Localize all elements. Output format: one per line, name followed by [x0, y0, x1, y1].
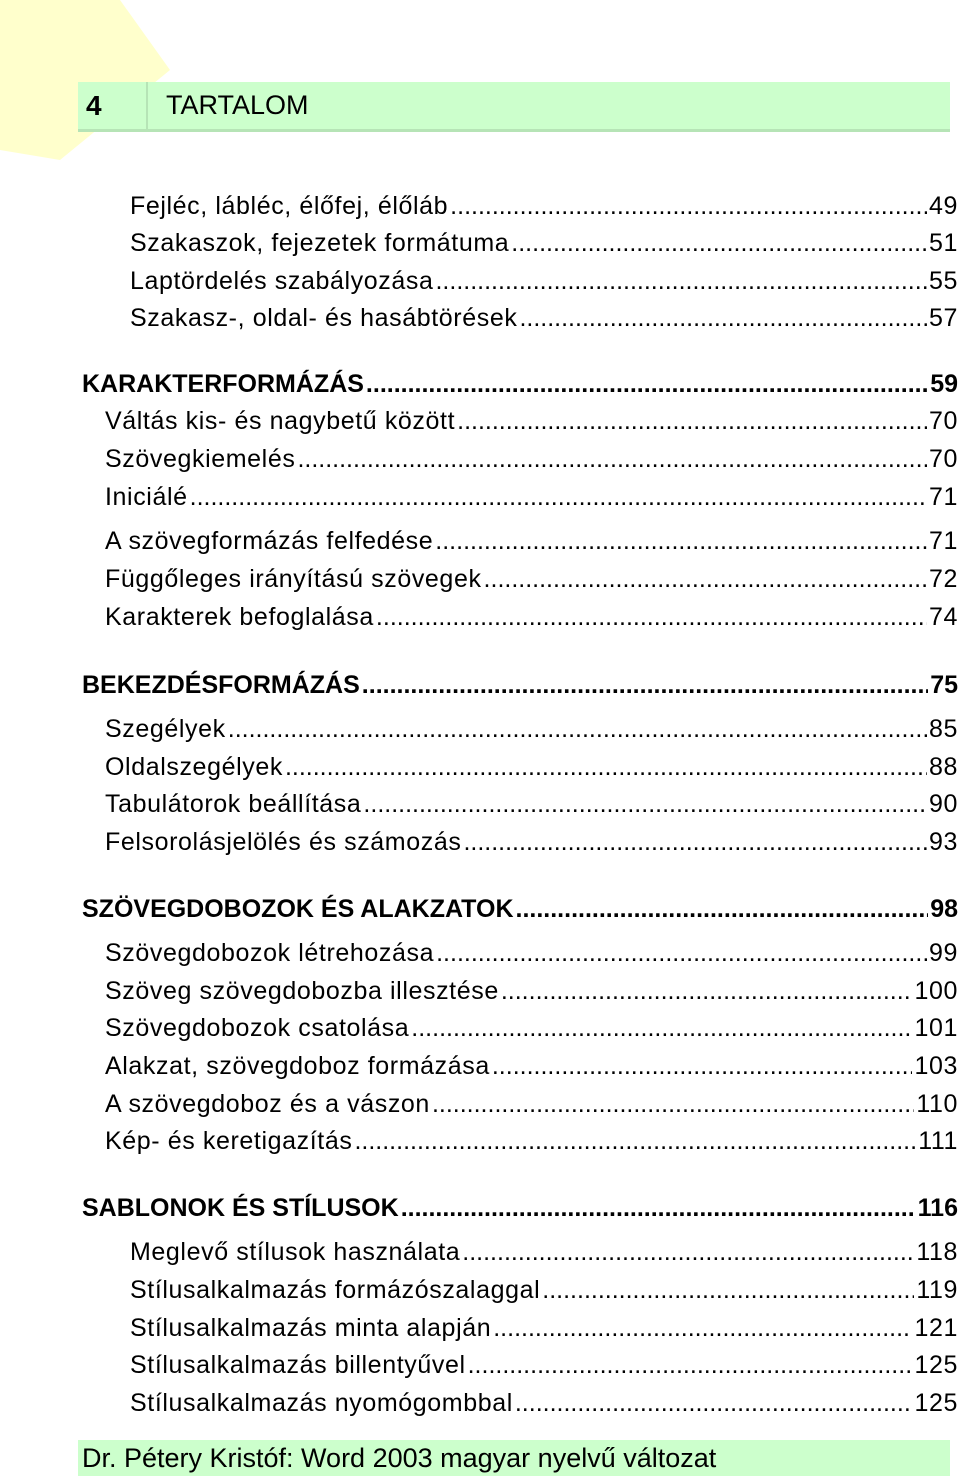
toc-leader-dots [285, 749, 927, 785]
toc-entry-label: Stílusalkalmazás minta alapján [130, 1314, 492, 1342]
toc-section-entry[interactable] [82, 366, 958, 402]
toc-leader-dots [228, 711, 927, 747]
toc-page-number: 111 [918, 1127, 958, 1155]
toc-entry-label: Tabulátorok beállítása [105, 790, 362, 818]
toc-entry[interactable] [105, 523, 958, 559]
toc-entry-label: Stílusalkalmazás billentyűvel [130, 1351, 466, 1379]
toc-leader-dots [432, 1086, 914, 1122]
toc-entry[interactable] [130, 1347, 958, 1383]
toc-leader-dots [436, 935, 927, 971]
toc-entry-label: SZÖVEGDOBOZOK ÉS ALAKZATOK [82, 895, 514, 923]
toc-entry[interactable] [130, 263, 958, 299]
toc-page-number: 75 [930, 671, 958, 699]
toc-page-number: 93 [928, 828, 958, 856]
toc-entry-label: Szövegdobozok csatolása [105, 1014, 410, 1042]
toc-page-number: 125 [914, 1389, 958, 1417]
toc-page-number: 74 [928, 603, 958, 631]
chapter-number: 4 [78, 82, 148, 129]
toc-leader-dots [363, 786, 927, 822]
toc-leader-dots [519, 300, 927, 336]
toc-entry[interactable] [130, 300, 958, 336]
toc-leader-dots [435, 523, 927, 559]
toc-page-number: 71 [928, 483, 958, 511]
toc-leader-dots [501, 973, 913, 1009]
page-footer: Dr. Pétery Kristóf: Word 2003 magyar nyelvű változat [78, 1440, 950, 1476]
toc-page-number: 100 [914, 977, 958, 1005]
toc-page-number: 101 [914, 1014, 958, 1042]
toc-leader-dots [468, 1347, 913, 1383]
chapter-title: TARTALOM [166, 90, 309, 120]
toc-leader-dots [457, 403, 927, 439]
toc-page-number: 85 [928, 715, 958, 743]
toc-leader-dots [450, 188, 927, 224]
toc-entry[interactable] [105, 441, 958, 477]
toc-page-number: 51 [928, 229, 958, 257]
toc-page-number: 71 [928, 527, 958, 555]
toc-entry-label: Laptördelés szabályozása [130, 267, 434, 295]
toc-entry[interactable] [105, 561, 958, 597]
toc-page-number: 70 [928, 445, 958, 473]
toc-entry[interactable] [105, 1123, 958, 1159]
toc-entry[interactable] [105, 599, 958, 635]
toc-entry[interactable] [105, 973, 958, 1009]
toc-entry[interactable] [130, 1385, 958, 1421]
toc-entry-label: Szegélyek [105, 715, 226, 743]
toc-section-entry[interactable] [82, 1190, 958, 1226]
chapter-header [78, 82, 950, 132]
toc-entry-label: Szövegdobozok létrehozása [105, 939, 435, 967]
toc-page-number: 118 [916, 1238, 958, 1266]
toc-entry-label: Alakzat, szövegdoboz formázása [105, 1052, 490, 1080]
toc-entry-label: Szöveg szövegdobozba illesztése [105, 977, 499, 1005]
toc-entry-label: SABLONOK ÉS STÍLUSOK [82, 1194, 399, 1222]
toc-page-number: 90 [928, 790, 958, 818]
toc-entry-label: Kép- és keretigazítás [105, 1127, 353, 1155]
toc-page-number: 59 [930, 370, 958, 398]
toc-entry[interactable] [105, 1086, 958, 1122]
toc-page-number: 110 [916, 1090, 958, 1118]
toc-leader-dots [493, 1310, 912, 1346]
toc-entry[interactable] [130, 1234, 958, 1270]
toc-leader-dots [354, 1123, 916, 1159]
toc-page-number: 116 [917, 1194, 958, 1222]
toc-entry-label: Karakterek befoglalása [105, 603, 374, 631]
toc-leader-dots [511, 225, 927, 261]
toc-entry[interactable] [130, 1310, 958, 1346]
toc-entry[interactable] [105, 935, 958, 971]
toc-page-number: 72 [928, 565, 958, 593]
toc-entry-label: Váltás kis- és nagybetű között [105, 407, 456, 435]
toc-entry[interactable] [105, 479, 958, 515]
toc-entry-label: Stílusalkalmazás nyomógombbal [130, 1389, 513, 1417]
toc-entry-label: Felsorolásjelölés és számozás [105, 828, 462, 856]
toc-page-number: 125 [914, 1351, 958, 1379]
toc-leader-dots [366, 366, 928, 402]
toc-entry-label: Meglevő stílusok használata [130, 1238, 461, 1266]
toc-entry[interactable] [130, 1272, 958, 1308]
toc-page-number: 121 [914, 1314, 958, 1342]
toc-section-entry[interactable] [82, 667, 958, 703]
toc-page-number: 99 [928, 939, 958, 967]
toc-entry-label: Iniciálé [105, 483, 188, 511]
toc-page-number: 119 [916, 1276, 958, 1304]
toc-entry-label: A szövegformázás felfedése [105, 527, 434, 555]
toc-leader-dots [542, 1272, 914, 1308]
toc-entry[interactable] [105, 786, 958, 822]
toc-entry-label: Függőleges irányítású szövegek [105, 565, 482, 593]
toc-entry[interactable] [105, 1010, 958, 1046]
toc-entry[interactable] [105, 824, 958, 860]
toc-section-entry[interactable] [82, 891, 958, 927]
toc-entry-label: BEKEZDÉSFORMÁZÁS [82, 671, 360, 699]
toc-entry[interactable] [105, 403, 958, 439]
toc-leader-dots [411, 1010, 912, 1046]
toc-leader-dots [462, 1234, 914, 1270]
toc-leader-dots [435, 263, 927, 299]
toc-leader-dots [297, 441, 927, 477]
toc-page-number: 55 [928, 267, 958, 295]
toc-entry-label: A szövegdoboz és a vászon [105, 1090, 430, 1118]
toc-leader-dots [401, 1190, 916, 1226]
toc-entry-label: Oldalszegélyek [105, 753, 283, 781]
toc-page-number: 70 [928, 407, 958, 435]
toc-page-number: 103 [914, 1052, 958, 1080]
toc-entry-label: Stílusalkalmazás formázószalaggal [130, 1276, 541, 1304]
toc-leader-dots [492, 1048, 913, 1084]
toc-leader-dots [516, 891, 929, 927]
toc-entry-label: Szakaszok, fejezetek formátuma [130, 229, 510, 257]
toc-entry[interactable] [105, 749, 958, 785]
toc-leader-dots [515, 1385, 913, 1421]
toc-leader-dots [484, 561, 927, 597]
toc-entry[interactable] [105, 711, 958, 747]
toc-entry-label: Fejléc, lábléc, élőfej, élőláb [130, 192, 449, 220]
toc-entry[interactable] [130, 188, 958, 224]
toc-entry[interactable] [105, 1048, 958, 1084]
toc-leader-dots [362, 667, 928, 703]
toc-page-number: 98 [930, 895, 958, 923]
toc-entry-label: Szövegkiemelés [105, 445, 296, 473]
toc-leader-dots [376, 599, 927, 635]
toc-page-number: 49 [928, 192, 958, 220]
toc-entry-label: KARAKTERFORMÁZÁS [82, 370, 364, 398]
toc-entry[interactable] [130, 225, 958, 261]
toc-page-number: 88 [928, 753, 958, 781]
toc-page-number: 57 [928, 304, 958, 332]
toc-entry-label: Szakasz-, oldal- és hasábtörések [130, 304, 518, 332]
toc-leader-dots [190, 479, 927, 515]
toc-leader-dots [463, 824, 927, 860]
